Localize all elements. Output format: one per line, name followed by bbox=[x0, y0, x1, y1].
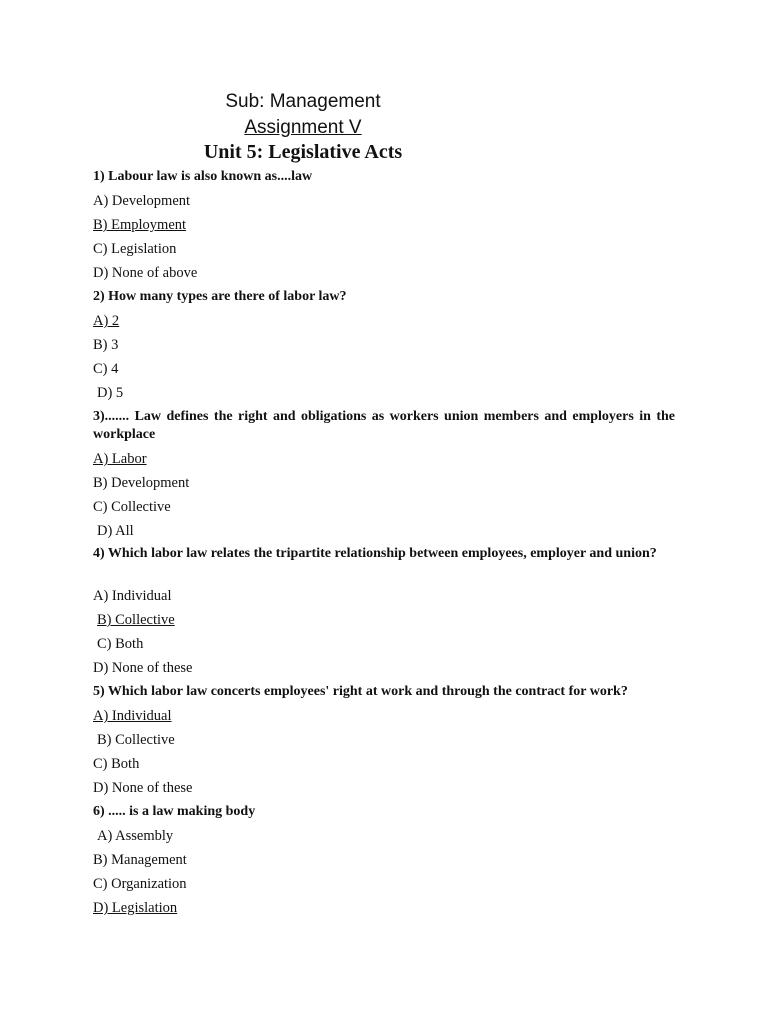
assignment-heading: Assignment V bbox=[244, 117, 362, 138]
q3-option-d: D) All bbox=[97, 523, 134, 539]
q4-option-b-answer: B) Collective bbox=[97, 612, 175, 628]
subject-heading: Sub: Management bbox=[225, 91, 381, 112]
q1-option-d: D) None of above bbox=[93, 265, 198, 281]
q1-option-c: C) Legislation bbox=[93, 241, 177, 257]
q5-option-c: C) Both bbox=[93, 756, 140, 772]
q1-option-b-answer: B) Employment bbox=[93, 217, 187, 233]
q2-option-b: B) 3 bbox=[93, 337, 119, 353]
q3-option-b: B) Development bbox=[93, 475, 190, 491]
q6-option-a: A) Assembly bbox=[97, 828, 174, 844]
q5-option-b: B) Collective bbox=[97, 732, 175, 748]
question-5: 5) Which labor law concerts employees' right at work and through the contract for work? bbox=[93, 684, 628, 699]
q4-option-a: A) Individual bbox=[93, 588, 172, 604]
q4-option-d: D) None of these bbox=[93, 660, 193, 676]
question-1: 1) Labour law is also known as....law bbox=[93, 169, 313, 184]
question-2: 2) How many types are there of labor law? bbox=[93, 289, 347, 304]
q3-option-c: C) Collective bbox=[93, 499, 171, 515]
question-3: 3)....... Law defines the right and obligations as workers union members and employers in the workplace bbox=[93, 409, 675, 442]
q2-option-d: D) 5 bbox=[97, 385, 124, 401]
q2-option-c: C) 4 bbox=[93, 361, 119, 377]
q6-option-b: B) Management bbox=[93, 852, 187, 868]
q1-option-a: A) Development bbox=[93, 193, 191, 209]
unit-title: Unit 5: Legislative Acts bbox=[203, 141, 403, 163]
q5-option-a-answer: A) Individual bbox=[93, 708, 172, 724]
question-6: 6) ..... is a law making body bbox=[93, 804, 256, 819]
q4-option-c: C) Both bbox=[97, 636, 144, 652]
q6-option-c: C) Organization bbox=[93, 876, 187, 892]
q5-option-d: D) None of these bbox=[93, 780, 193, 796]
q2-option-a-answer: A) 2 bbox=[93, 313, 120, 329]
question-4: 4) Which labor law relates the tripartite relationship between employees, employer and union? bbox=[93, 546, 657, 561]
q6-option-d-answer: D) Legislation bbox=[93, 900, 178, 916]
q3-option-a-answer: A) Labor bbox=[93, 451, 147, 467]
